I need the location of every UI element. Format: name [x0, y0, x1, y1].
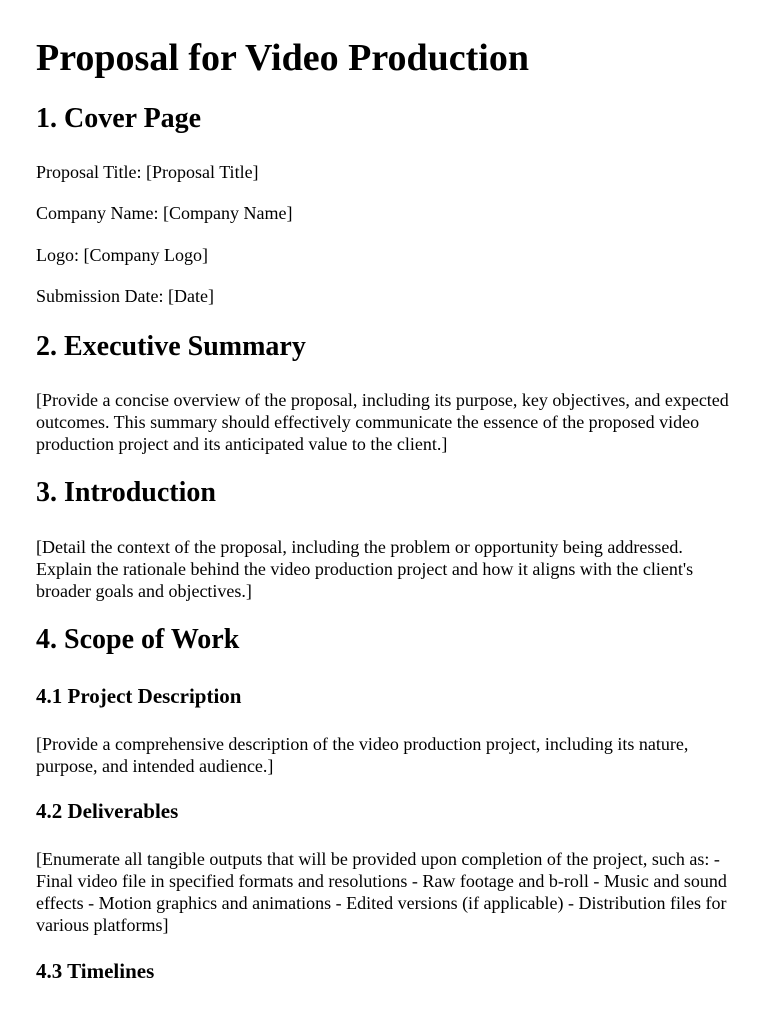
executive-summary-body: [Provide a concise overview of the proposal, including its purpose, key objectives, and expected outcomes. This summary should effectively communicate the essence of the proposed video production project and its anticipated value to the client.] [36, 390, 729, 454]
submission-date-field: Submission Date: [Date] [36, 286, 214, 306]
introduction-body: [Detail the context of the proposal, including the problem or opportunity being addressed. Explain the rationale behind the video production project and how it aligns with the client's broader goals and objectives.] [36, 537, 694, 601]
heading-executive-summary: 2. Executive Summary [36, 331, 306, 362]
logo-field: Logo: [Company Logo] [36, 245, 208, 265]
company-name-field: Company Name: [Company Name] [36, 203, 293, 223]
heading-introduction: 3. Introduction [36, 477, 216, 508]
heading-project-description: 4.1 Project Description [36, 684, 242, 708]
deliverables-body: [Enumerate all tangible outputs that will be provided upon completion of the project, such as: - Final video file in specified formats and resolutions - Raw footage and b-roll - Music and sound effects - Motion graphics and animations - Edited versions (if applicable) - Distribution files for various platforms] [36, 849, 727, 935]
proposal-title-field: Proposal Title: [Proposal Title] [36, 162, 259, 182]
heading-deliverables: 4.2 Deliverables [36, 799, 179, 823]
heading-scope-of-work: 4. Scope of Work [36, 624, 240, 655]
heading-cover-page: 1. Cover Page [36, 103, 202, 134]
heading-timelines: 4.3 Timelines [36, 959, 155, 983]
project-description-body: [Provide a comprehensive description of the video production project, including its nature, purpose, and intended audience.] [36, 734, 689, 776]
document-title: Proposal for Video Production [36, 37, 529, 79]
